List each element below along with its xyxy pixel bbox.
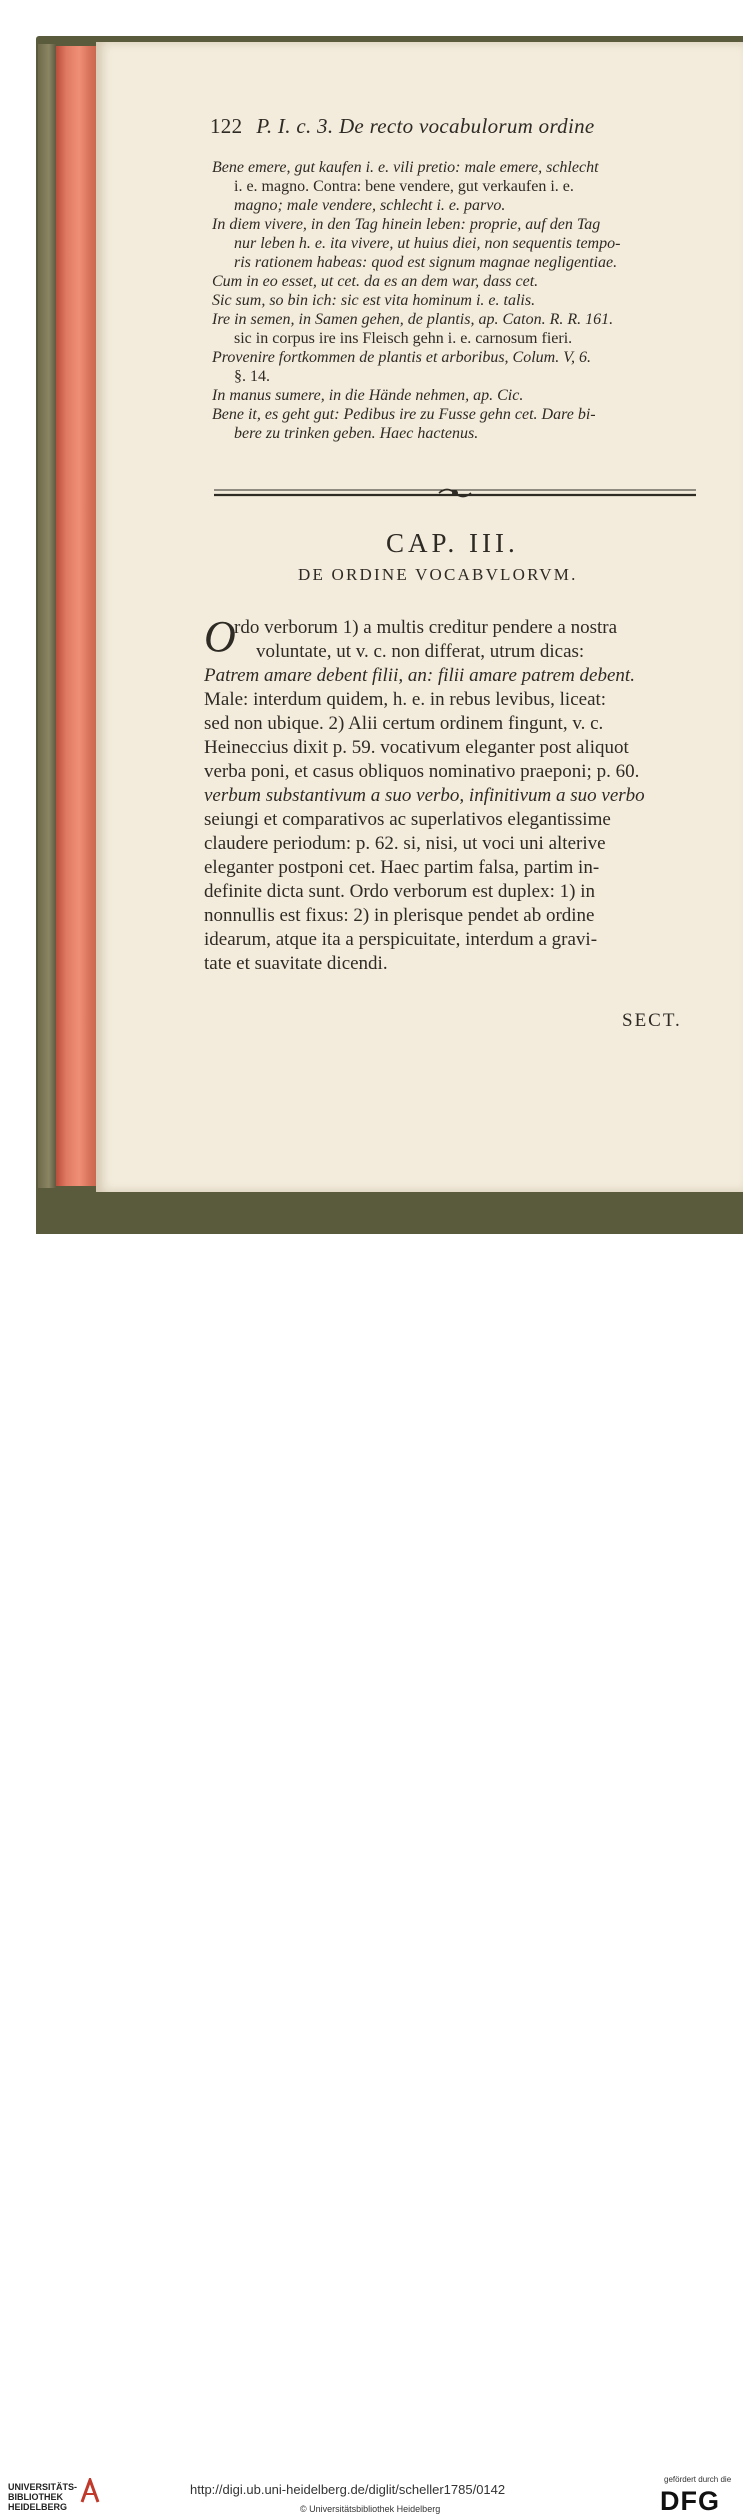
library-logo: UNIVERSITÄTS- BIBLIOTHEK HEIDELBERG [8,2482,78,2512]
text-line: Provenire fortkommen de plantis et arboribus, Colum. V, 6. [212,349,591,366]
text-line: Cum in eo esset, ut cet. da es an dem war, dass cet. [212,273,539,290]
red-page-edge [56,46,98,1186]
body-line: definite dicta sunt. Ordo verborum est duplex: 1) in [204,881,595,902]
text-line: bere zu trinken geben. Haec hactenus. [234,425,479,442]
text-line: §. 14. [234,368,270,385]
body-line: Male: interdum quidem, h. e. in rebus levibus, liceat: [204,689,607,710]
chapter-subtitle: DE ORDINE VOCABVLORVM. [298,565,578,584]
body-line: voluntate, ut v. c. non differat, utrum dicas: [256,641,585,662]
running-title: P. I. c. 3. De recto vocabulorum ordine [256,114,595,138]
drop-cap: O [204,612,236,661]
body-line: verbum substantivum a suo verbo, infinitivum a suo verbo [204,785,645,806]
text-line: In diem vivere, in den Tag hinein leben: proprie, auf den Tag [212,216,601,233]
body-line: Heineccius dixit p. 59. vocativum eleganter post aliquot [204,737,629,758]
body-line: tate et suavitate dicendi. [204,953,388,974]
text-line: nur leben h. e. ita vivere, ut huius diei, non sequentis tempo- [234,235,621,252]
permalink-url[interactable]: http://digi.ub.uni-heidelberg.de/diglit/scheller1785/0142 [190,2482,506,2497]
chapter-title: CAP. III. [386,528,519,558]
body-line: claudere periodum: p. 62. si, nisi, ut voci uni alterive [204,833,606,854]
text-line: ris rationem habeas: quod est signum magnae negligentiae. [234,254,618,271]
text-line: Ire in semen, in Samen gehen, de plantis, ap. Caton. R. R. 161. [212,311,614,328]
book-cover-bottom [36,1188,743,1234]
body-line: Patrem amare debent filii, an: filii amare patrem debent. [204,665,635,686]
page-number: 122 [210,114,243,138]
book-spine-edge [38,44,56,1194]
text-line: Sic sum, so bin ich: sic est vita hominum i. e. talis. [212,292,536,309]
scan-area [0,0,743,1234]
body-line: rdo verborum 1) a multis creditur pendere a nostra [234,617,618,638]
text-line: In manus sumere, in die Hände nehmen, ap. Cic. [212,387,524,404]
funding-label: gefördert durch die [664,2475,732,2484]
body-line: idearum, atque ita a perspicuitate, interdum a gravi- [204,929,598,950]
text-line: Bene emere, gut kaufen i. e. vili pretio: male emere, schlecht [212,159,599,176]
running-header [210,114,595,139]
body-line: sed non ubique. 2) Alii certum ordinem fingunt, v. c. [204,713,604,734]
scan-background [0,0,743,40]
text-line: sic in corpus ire ins Fleisch gehn i. e. carnosum fieri. [234,330,573,347]
viewer-footer [0,1234,743,2516]
dfg-logo: DFG [660,2486,720,2516]
body-line: eleganter postponi cet. Haec partim falsa, partim in- [204,857,600,878]
text-line: Bene it, es geht gut: Pedibus ire zu Fusse gehn cet. Dare bi- [212,406,596,423]
text-line: i. e. magno. Contra: bene vendere, gut verkaufen i. e. [234,178,574,195]
catchword: SECT. [622,1010,682,1031]
ornamental-rule [214,486,696,500]
library-emblem-icon [80,2478,100,2504]
text-line: magno; male vendere, schlecht i. e. parvo. [234,197,506,214]
copyright-notice: © Universitätsbibliothek Heidelberg [300,2504,441,2514]
body-line: seiungi et comparativos ac superlativos elegantissime [204,809,611,830]
body-line: nonnullis est fixus: 2) in plerisque pendet ab ordine [204,905,595,926]
body-line: verba poni, et casus obliquos nominativo praeponi; p. 60. [204,761,640,782]
